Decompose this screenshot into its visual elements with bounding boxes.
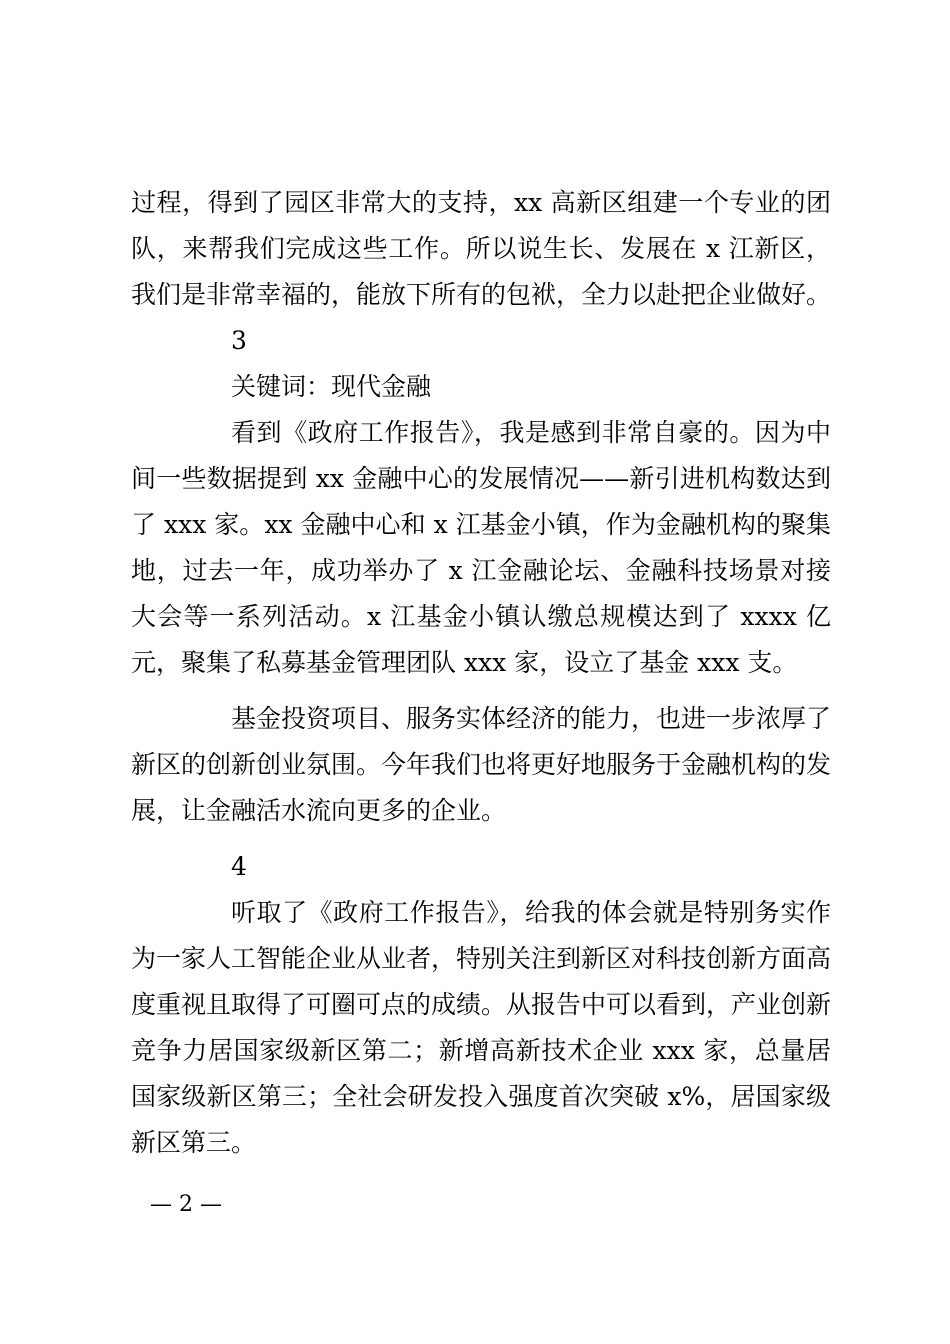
section-number-4: 4 [231, 852, 247, 881]
paragraph-fund-investment: 基金投资项目、服务实体经济的能力，也进一步浓厚了新区的创新创业氛围。今年我们也将更好地服务于金融机构的发展，让金融活水流向更多的企业。 [131, 704, 832, 825]
section-number-3: 3 [231, 326, 247, 355]
paragraph-finance-center: 看到《政府工作报告》，我是感到非常自豪的。因为中间一些数据提到 xx 金融中心的发展情况——新引进机构数达到了 xxx 家。xx 金融中心和 x 江基金小镇，作为金融机构的聚集地，过去一年，成功举办了 x 江金融论坛、金融科技场景对接大会等一系列活动。x 江基金小镇认缴总规模达到了 xxxx 亿元，聚集了私募基金管理团队 xxx 家，设立了基金 xxx 支。 [131, 418, 831, 677]
paragraph-continuation: 过程，得到了园区非常大的支持，xx 高新区组建一个专业的团队，来帮我们完成这些工作。所以说生长、发展在 x 江新区，我们是非常幸福的，能放下所有的包袱，全力以赴把企业做好。 [131, 188, 832, 309]
paragraph-ai-enterprise: 听取了《政府工作报告》，给我的体会就是特别务实作为一家人工智能企业从业者，特别关注到新区对科技创新方面高度重视且取得了可圈可点的成绩。从报告中可以看到，产业创新竞争力居国家级新区第二；新增高新技术企业 xxx 家，总量居国家级新区第三；全社会研发投入强度首次突破 x%，居国家级新区第三。 [131, 898, 832, 1157]
keyword-line: 关键词：现代金融 [231, 372, 432, 401]
page-number: — 2 — [150, 1192, 222, 1217]
document-body [131, 180, 831, 1166]
